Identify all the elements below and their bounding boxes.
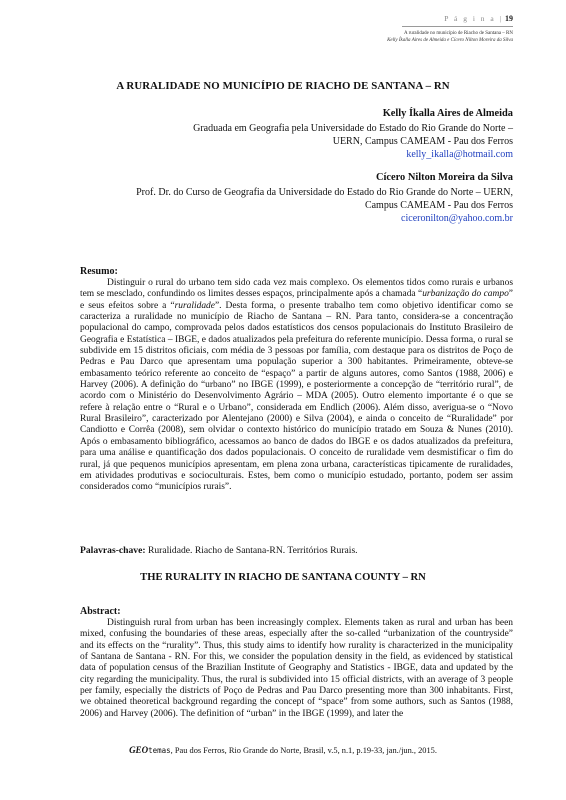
author-affiliation: Campus CAMEAM - Pau dos Ferros xyxy=(364,200,513,211)
keywords-label: Palavras-chave: xyxy=(80,545,146,556)
paper-title: A RURALIDADE NO MUNICÍPIO DE RIACHO DE SANTANA – RN xyxy=(116,80,450,92)
header-rule xyxy=(402,26,513,27)
author-name: Cícero Nilton Moreira da Silva xyxy=(376,172,513,183)
resumo-text: ” e seus efeitos sobre a “ xyxy=(80,289,513,311)
journal-footer xyxy=(0,745,566,755)
journal-citation: , Pau dos Ferros, Rio Grande do Norte, Brasil, v.5, n.1, p.19-33, jan./jun., 2015. xyxy=(170,746,437,755)
author-affiliation: Graduada em Geografia pela Universidade do Estado do Rio Grande do Norte – xyxy=(193,123,513,134)
keywords-text: Ruralidade. Riacho de Santana-RN. Territórios Rurais. xyxy=(145,545,358,556)
resumo-paragraph xyxy=(80,278,513,494)
author-affiliation: UERN, Campus CAMEAM - Pau dos Ferros xyxy=(332,136,513,147)
author-name: Kelly Íkalla Aires de Almeida xyxy=(382,108,513,119)
journal-brand-rest: temas xyxy=(148,746,171,755)
author-email-link[interactable]: ciceronilton@yahoo.com.br xyxy=(401,213,513,224)
journal-brand-bold: GEO xyxy=(129,745,149,755)
english-title: THE RURALITY IN RIACHO DE SANTANA COUNTY – RN xyxy=(140,572,426,583)
abstract-body xyxy=(80,618,513,720)
page-separator: | xyxy=(499,14,502,23)
abstract-label: Abstract: xyxy=(80,606,121,617)
running-authors: Kelly Íkalla Aires de Almeida e Cícero Nilton Moreira da Silva xyxy=(387,38,513,43)
resumo-text: Distinguir o rural do urbano tem sido cada vez mais complexo. Os elementos tidos como rurais e urbanos tem se mesclado, confundindo os limites desses espaços, principalmente após a chamada “ xyxy=(80,278,513,300)
running-head xyxy=(253,30,513,44)
author-email-link[interactable]: kelly_ikalla@hotmail.com xyxy=(406,149,513,160)
page-word: P á g i n a xyxy=(444,14,496,23)
resumo-text: ”. Desta forma, o presente trabalho tem como objetivo identificar como se caracteriza a ruralidade no município de Riacho de Santana – RN. Para tanto, considera-se a concentração populacional do campo, comprovada pelos dados estatísticos dos censos populacionais do Instituto Brasileiro de Geografia e Estatística – IBGE, e dados atualizados pela prefeitura do referente município. Dessa forma, o rural se subdivide em 15 distritos oficiais, com média de 3 pessoas por família, com destaque para os distritos de Poço de Pedras e Pau Darco que apresentam uma população superior a 300 habitantes. Primeiramente, obteve-se embasamento teórico referente ao conceito de “espaço” a partir de alguns autores, como Santos (1988, 2006) e Harvey (2006). A definição do “urbano” no IBGE (1999), e posteriormente a concepção de “território rural”, de acordo com o Ministério do Desenvolvimento Agrário – MDA (2005). Outro elemento importante é o que se refere à relação entre o “Rural e o Urbano”, considerada em Endlich (2006). Além disso, averigua-se o “Novo Rural Brasileiro”, caracterizado por Alentejano (2000) e Silva (2004), e ainda o conceito de “Ruralidade” por Candiotto e Corrêa (2008), sem olvidar o contexto histórico do município tratado em Souza & Nunes (2010). Após o embasamento bibliográfico, acessamos ao banco de dados do IBGE e os dados atualizados da prefeitura, para uma análise e quantificação dos dados populacionais. O conceito de ruralidade vem desmistificar o fim do rural, já que pequenos municípios apresentam, em plena zona urbana, características tipicamente de ruralidades, em atividades produtivas e socioculturais. Estes, bem como o município estudado, portanto, podem ser assim considerados como “municípios rurais”. xyxy=(80,300,513,493)
resumo-emphasis: ruralidade xyxy=(174,300,215,311)
resumo-emphasis: urbanização do campo xyxy=(422,289,509,300)
running-title: A ruralidade no município de Riacho de Santana – RN xyxy=(403,31,513,36)
page-number: 19 xyxy=(505,14,513,23)
journal-brand xyxy=(129,745,171,755)
resumo-body xyxy=(80,278,513,494)
abstract-paragraph: Distinguish rural from urban has been increasingly complex. Elements taken as rural and urban has been mixed, confusing the boundaries of these areas, especially after the so-called “urbanization of the countryside” and its effects on the “rurality”. Thus, this study aims to identify how rurality is characterized in the municipality of Santana de Santana - RN. For this, we consider the population density in the field, as evidenced by statistical data of population census of the Brazilian Institute of Geography and Statistics - IBGE, data and updated by the city regarding the municipality. Thus, the rural is subdivided into 15 official districts, with an average of 3 people per family, especially the districts of Poço de Pedras and Pau Darco presenting more than 300 inhabitants. First, we obtained theoretical background regarding the concept of “space” from some authors, such as Santos (1988, 2006) and Harvey (2006). The definition of “urban” in the IBGE (1999), and later the xyxy=(80,618,513,719)
author-affiliation: Prof. Dr. do Curso de Geografia da Universidade do Estado do Rio Grande do Norte – UERN, xyxy=(136,187,513,198)
resumo-label: Resumo: xyxy=(80,266,118,277)
keywords-line xyxy=(80,545,513,556)
page-number-label xyxy=(444,14,513,23)
author-block-1 xyxy=(53,107,513,161)
author-block-2 xyxy=(53,171,513,225)
